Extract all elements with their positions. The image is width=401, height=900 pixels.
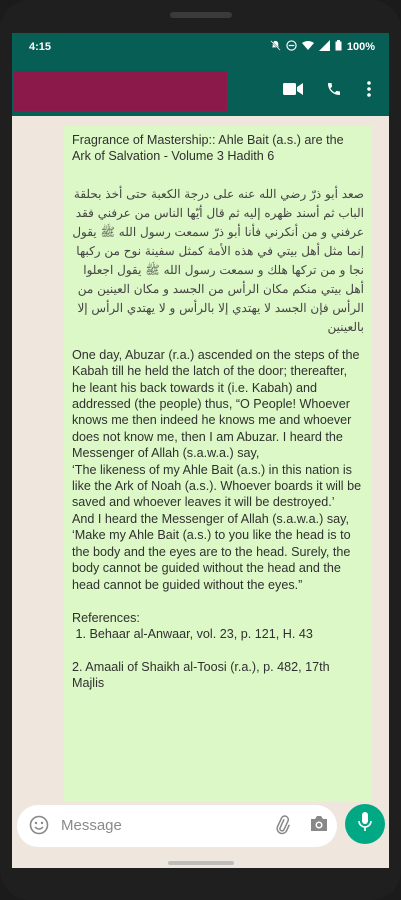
system-nav-bar xyxy=(12,861,389,868)
more-vertical-icon[interactable] xyxy=(358,78,380,100)
reference-item: 1. Behaar al-Anwaar, vol. 23, p. 121, H. 43 xyxy=(72,627,313,642)
video-call-icon[interactable] xyxy=(282,78,304,100)
voice-message-button[interactable] xyxy=(345,804,385,844)
signal-icon xyxy=(319,40,330,54)
wifi-icon xyxy=(302,40,314,54)
message-bubble[interactable] xyxy=(64,126,372,802)
status-time: 4:15 xyxy=(29,41,52,53)
status-icons xyxy=(270,40,375,54)
reference-item: 2. Amaali of Shaikh al-Toosi (r.a.), p. 482, 17th Majlis xyxy=(72,659,330,691)
message-arabic-text: صعد أبو ذرّ رضي الله عنه على درجة الكعبة حتى أخذ بحلقة الباب ثم أسند ظهره إليه ثم قال أيّها الناس من عرفني فقد عرفني و من أنكرني فأنا أبو ذرّ سمعت رسول الله ﷺ يقول إنما مثل أهل بيتي في هذه الأمة كمثل سفينة نوح من ركبها نجا و من تركها هلك و سمعت رسول الله ﷺ يقول اجعلوا أهل بيتي منكم مكان الرأس من الجسد و مكان العينين من الرأس فإن الجسد لا يهتدي إلا بالرأس و لا يهتدي الرأس إلا بالعينين xyxy=(72,186,364,334)
message-paragraph-2: ‘The likeness of my Ahle Bait (a.s.) in this nation is like the Ark of Noah (a.s.). Whoever boards it will be saved and whoever leaves it will be destroyed.’ xyxy=(72,462,362,510)
message-paragraph-1: One day, Abuzar (r.a.) ascended on the steps of the Kabah till he held the latch of the door; thereafter, he leant his back towards it (i.e. Kabah) and addressed (the people) thus, “O People! Whoever knows me then indeed he knows me and whoever does not know me, then I am Abuzar. I heard the Messenger of Allah (s.a.w.a.) say, xyxy=(72,347,360,461)
phone-screen xyxy=(12,33,389,868)
message-title: Fragrance of Mastership:: Ahle Bait (a.s.) are the Ark of Salvation - Volume 3 Hadith 6 xyxy=(72,133,344,164)
message-composer[interactable] xyxy=(17,805,337,847)
contact-name-redacted[interactable] xyxy=(14,71,227,111)
battery-icon xyxy=(335,40,342,54)
microphone-icon xyxy=(358,812,372,837)
message-paragraph-3: And I heard the Messenger of Allah (s.a.w.a.) say, xyxy=(72,511,349,526)
chat-header xyxy=(12,62,389,116)
phone-speaker xyxy=(170,12,232,18)
emoji-icon[interactable] xyxy=(29,815,49,835)
references-section xyxy=(72,610,364,692)
chat-area[interactable] xyxy=(12,116,389,868)
no-notifications-icon xyxy=(270,40,281,54)
attach-icon[interactable] xyxy=(273,815,293,835)
message-input[interactable]: Message xyxy=(61,817,122,834)
do-not-disturb-icon xyxy=(286,40,297,54)
phone-icon[interactable] xyxy=(323,78,345,100)
message-paragraph-4: ‘Make my Ahle Bait (a.s.) to you like the head is to the body and the eyes are to the head. Surely, the body cannot be guided without the head and the head cannot be guided without the eyes.” xyxy=(72,528,351,592)
battery-level: 100% xyxy=(346,41,375,53)
home-gesture-pill[interactable] xyxy=(168,861,234,865)
camera-icon[interactable] xyxy=(309,815,331,837)
status-bar xyxy=(12,33,389,62)
references-label: References: xyxy=(72,610,140,625)
